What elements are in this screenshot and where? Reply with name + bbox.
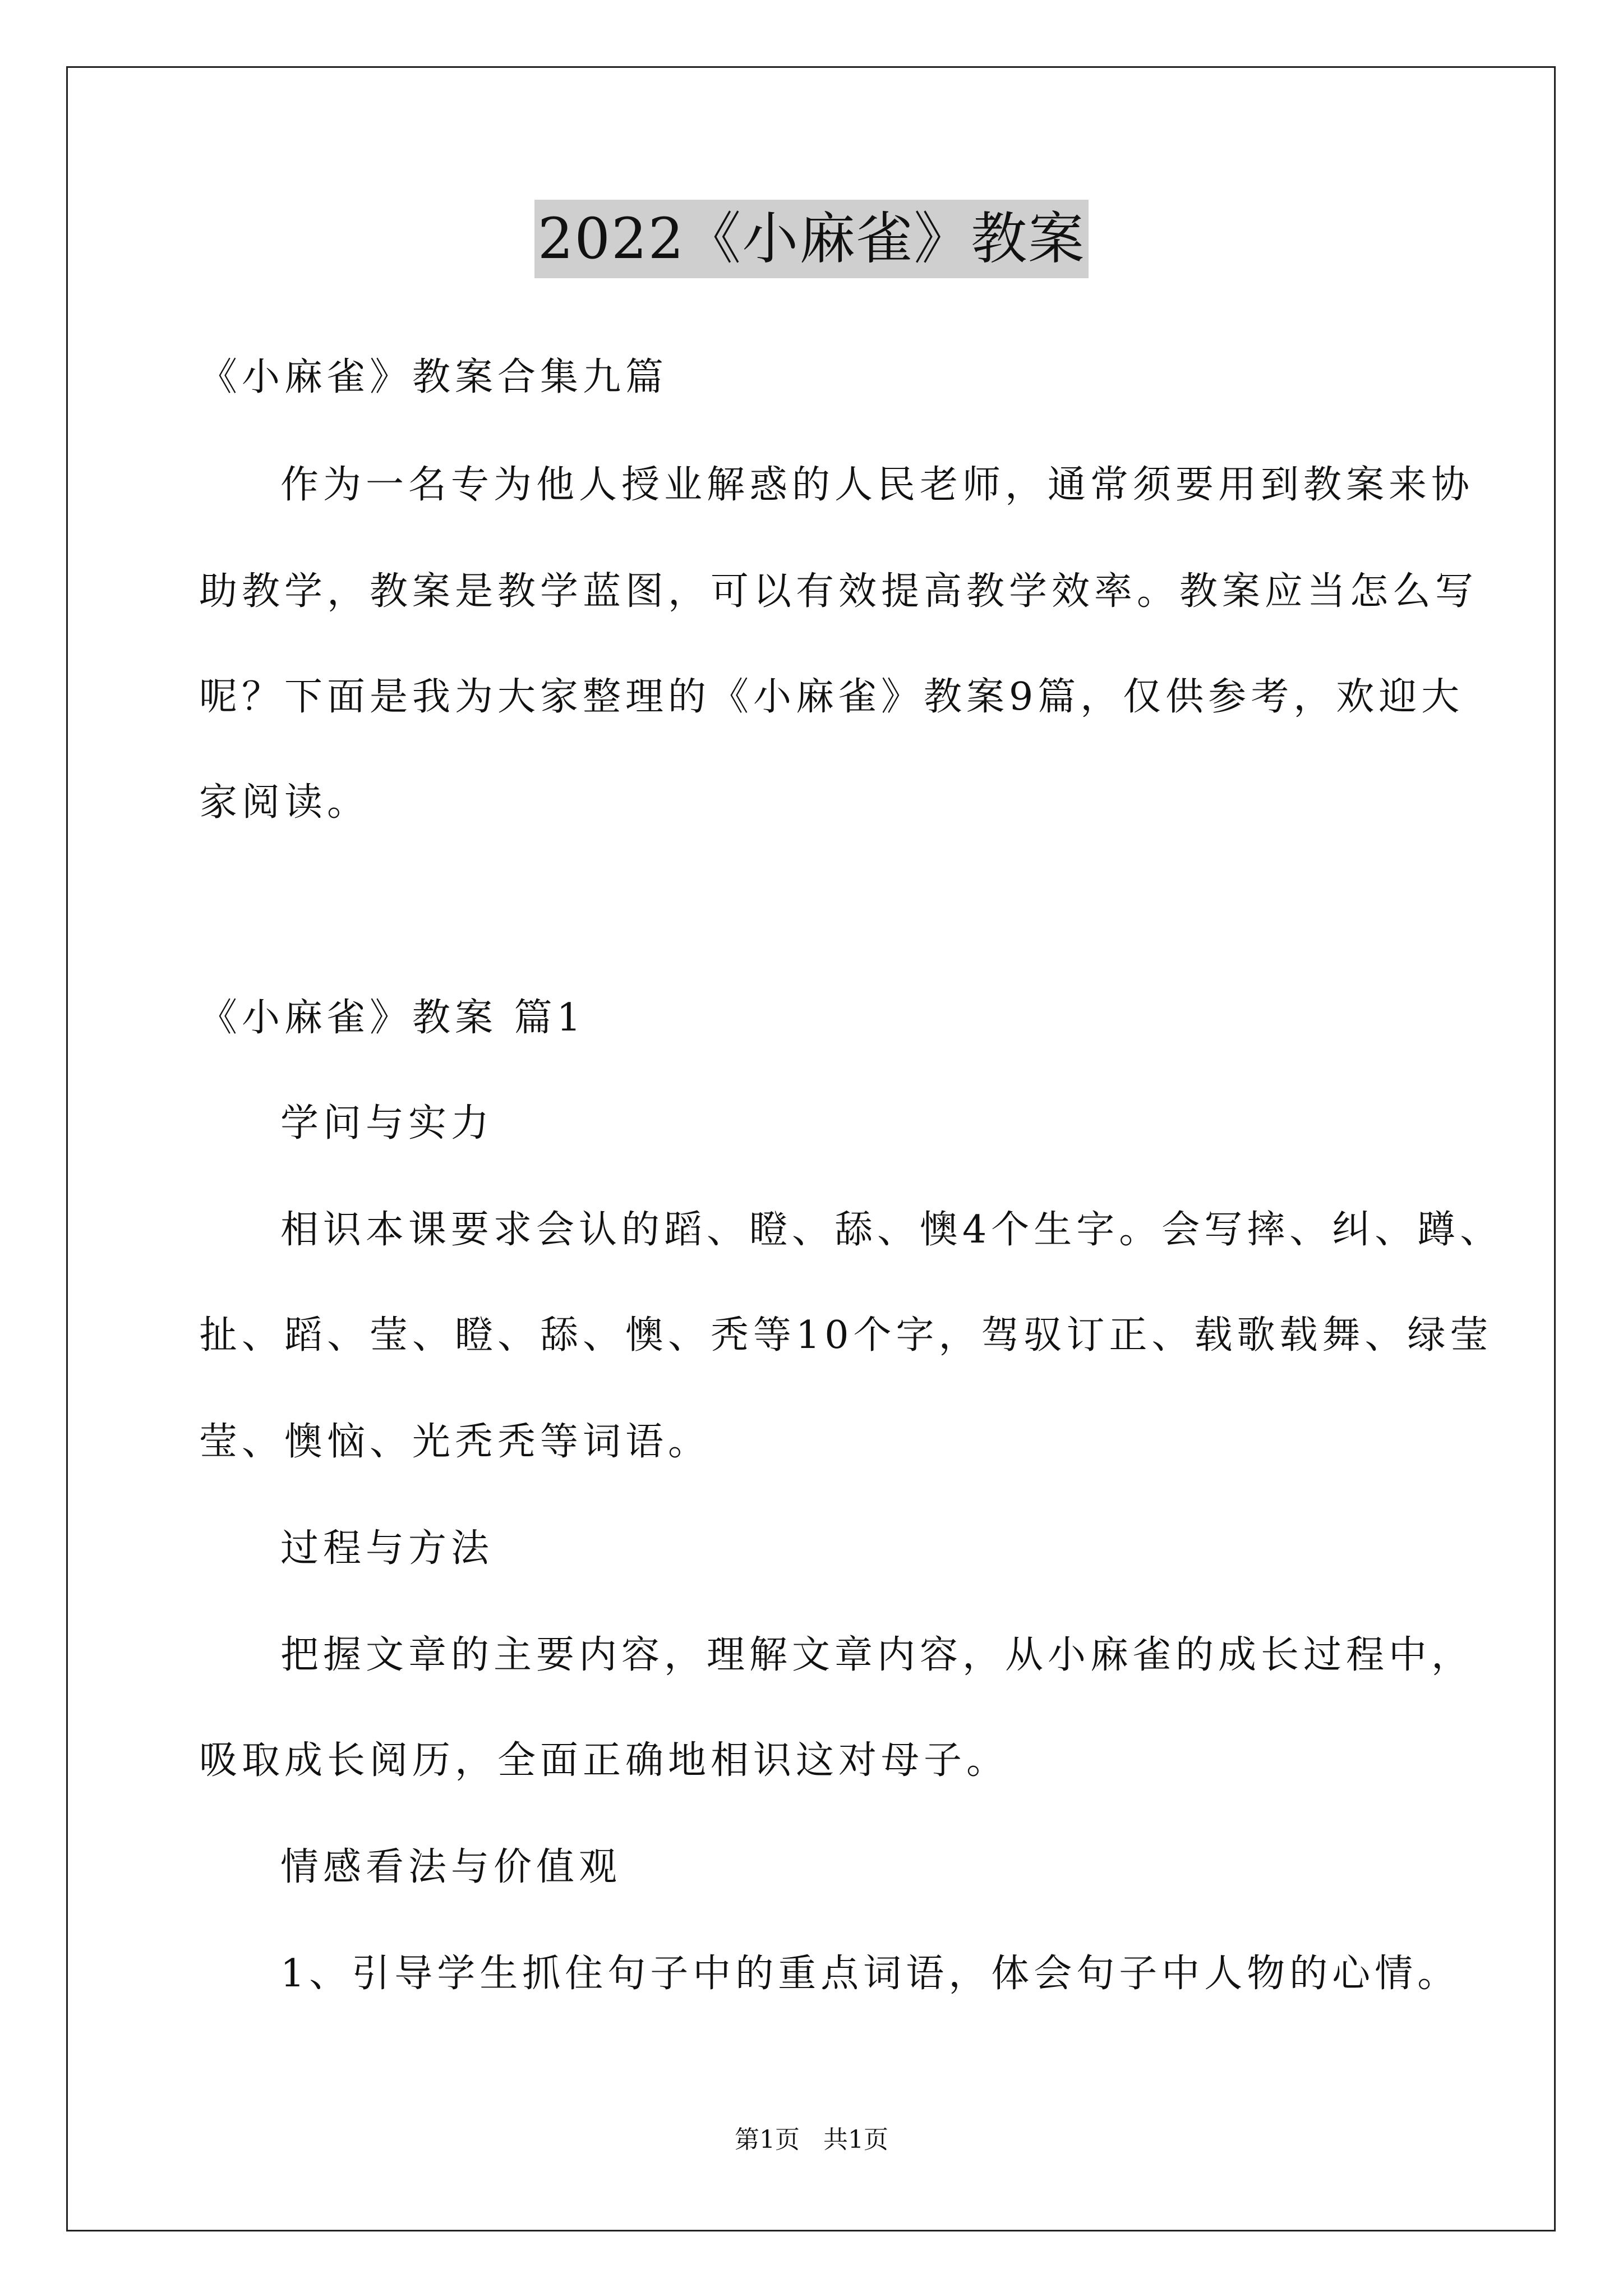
knowledge-line-2: 扯、蹈、莹、瞪、舔、懊、秃等10个字，驾驭订正、载歌载舞、绿莹 bbox=[199, 1313, 1493, 1358]
title-container bbox=[0, 200, 1623, 278]
process-line-2: 吸取成长阅历，全面正确地相识这对母子。 bbox=[199, 1738, 1009, 1783]
collection-heading: 《小麻雀》教案合集九篇 bbox=[199, 355, 668, 399]
process-line-1: 把握文章的主要内容，理解文章内容，从小麻雀的成长过程中， bbox=[280, 1633, 1474, 1677]
knowledge-line-1: 相识本课要求会认的蹈、瞪、舔、懊4个生字。会写摔、纠、蹲、 bbox=[280, 1208, 1503, 1252]
subheading-emotion: 情感看法与价值观 bbox=[280, 1845, 622, 1889]
page-footer: 第1页 共1页 bbox=[735, 2125, 888, 2154]
intro-line-2: 助教学，教案是教学蓝图，可以有效提高教学效率。教案应当怎么写 bbox=[199, 569, 1478, 614]
subheading-knowledge: 学问与实力 bbox=[280, 1101, 494, 1145]
section-heading-1: 《小麻雀》教案 篇1 bbox=[199, 996, 585, 1040]
intro-line-1: 作为一名专为他人授业解惑的人民老师，通常须要用到教案来协 bbox=[280, 463, 1474, 507]
intro-line-4: 家阅读。 bbox=[199, 780, 370, 825]
document-title: 2022《小麻雀》教案 bbox=[534, 200, 1089, 278]
subheading-process: 过程与方法 bbox=[280, 1526, 494, 1571]
intro-line-3: 呢？下面是我为大家整理的《小麻雀》教案9篇，仅供参考，欢迎大 bbox=[199, 675, 1464, 719]
emotion-line-1: 1、引导学生抓住句子中的重点词语，体会句子中人物的心情。 bbox=[280, 1952, 1460, 1996]
knowledge-line-3: 莹、懊恼、光秃秃等词语。 bbox=[199, 1420, 711, 1464]
